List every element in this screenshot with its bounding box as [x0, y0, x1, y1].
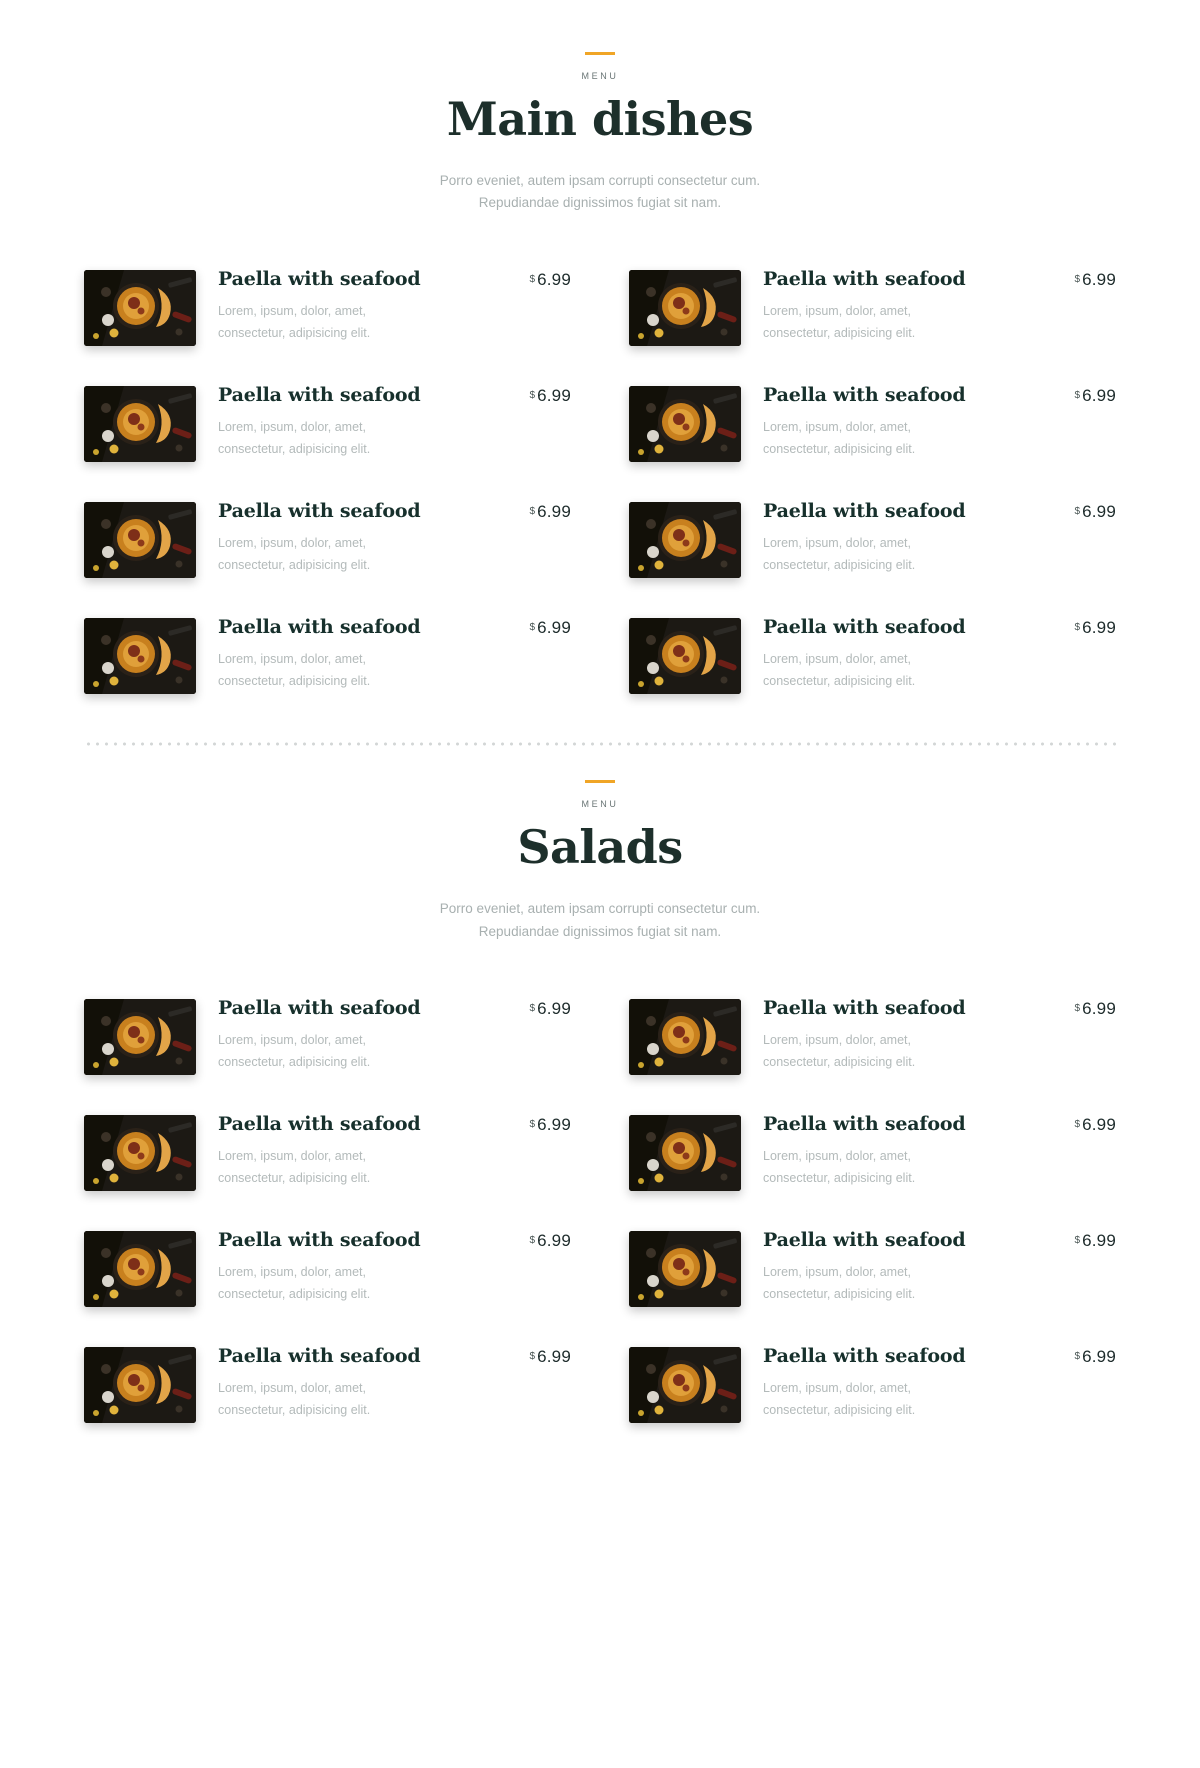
menu-item-price — [530, 266, 571, 290]
menu-item-description-line-1: Lorem, ipsum, dolor, amet, — [218, 652, 366, 667]
menu-item-description-line-1: Lorem, ipsum, dolor, amet, — [218, 420, 366, 435]
menu-item-description-line-2: consectetur, adipisicing elit. — [218, 674, 371, 689]
menu-item-description — [218, 1378, 393, 1422]
menu-item-price — [1075, 1227, 1116, 1251]
menu-item-description — [763, 1146, 938, 1190]
menu-item-description-line-2: consectetur, adipisicing elit. — [218, 1170, 371, 1185]
menu-item-description — [218, 1030, 393, 1074]
menu-item-description-line-1: Lorem, ipsum, dolor, amet, — [218, 1380, 366, 1395]
currency-symbol: $ — [1074, 274, 1081, 286]
menu-item-description-line-1: Lorem, ipsum, dolor, amet, — [218, 1032, 366, 1047]
menu-item-title: Paella with seafood — [763, 996, 966, 1019]
menu-grid-salads — [70, 977, 1130, 1441]
menu-item-description-line-2: consectetur, adipisicing elit. — [763, 1286, 916, 1301]
menu-item-price — [1075, 1343, 1116, 1367]
menu-item-title: Paella with seafood — [763, 1344, 966, 1367]
menu-item-price — [530, 614, 571, 638]
menu-item-body — [763, 1227, 1067, 1306]
menu-item[interactable] — [84, 596, 571, 712]
price-amount: 6.99 — [537, 1114, 571, 1134]
menu-item-description-line-1: Lorem, ipsum, dolor, amet, — [218, 1264, 366, 1279]
menu-item-description — [218, 533, 393, 577]
menu-item-price — [530, 1111, 571, 1135]
section-kicker: MENU — [581, 799, 619, 810]
accent-rule — [585, 52, 615, 55]
menu-item[interactable] — [629, 1093, 1116, 1209]
paella-dish-photo-icon — [629, 1115, 741, 1191]
section-subtitle — [370, 170, 830, 215]
price-amount: 6.99 — [1082, 386, 1116, 406]
price-amount: 6.99 — [1082, 270, 1116, 290]
menu-item-price — [530, 1343, 571, 1367]
menu-item-description-line-2: consectetur, adipisicing elit. — [218, 558, 371, 573]
menu-item-title: Paella with seafood — [763, 384, 966, 407]
menu-item[interactable] — [84, 1093, 571, 1209]
menu-item-description-line-2: consectetur, adipisicing elit. — [763, 442, 916, 457]
menu-item-title: Paella with seafood — [218, 1112, 421, 1135]
paella-dish-photo-icon — [629, 999, 741, 1075]
menu-item-description-line-2: consectetur, adipisicing elit. — [218, 1402, 371, 1417]
menu-item-description — [218, 301, 393, 345]
menu-item[interactable] — [84, 1209, 571, 1325]
menu-item-description-line-1: Lorem, ipsum, dolor, amet, — [218, 1148, 366, 1163]
currency-symbol: $ — [1074, 390, 1081, 402]
paella-dish-photo-icon — [84, 502, 196, 578]
menu-item-title: Paella with seafood — [763, 268, 966, 291]
menu-item-description — [218, 417, 393, 461]
currency-symbol: $ — [529, 274, 536, 286]
menu-item-description-line-1: Lorem, ipsum, dolor, amet, — [763, 304, 911, 319]
section-subtitle — [370, 898, 830, 943]
menu-item-description-line-1: Lorem, ipsum, dolor, amet, — [218, 536, 366, 551]
menu-item[interactable] — [84, 1325, 571, 1441]
menu-item-title: Paella with seafood — [218, 1344, 421, 1367]
menu-item-title: Paella with seafood — [763, 1228, 966, 1251]
paella-dish-photo-icon — [629, 618, 741, 694]
menu-grid-main-dishes — [70, 248, 1130, 712]
menu-item[interactable] — [84, 480, 571, 596]
paella-dish-photo-icon — [84, 1115, 196, 1191]
menu-item-description-line-2: consectetur, adipisicing elit. — [763, 326, 916, 341]
menu-item-description-line-2: consectetur, adipisicing elit. — [218, 442, 371, 457]
menu-item-description-line-2: consectetur, adipisicing elit. — [763, 1170, 916, 1185]
paella-dish-photo-icon — [629, 386, 741, 462]
menu-item-title: Paella with seafood — [218, 996, 421, 1019]
menu-item-price — [1075, 995, 1116, 1019]
price-amount: 6.99 — [1082, 998, 1116, 1018]
section-subtitle-line-2: Repudiandae dignissimos fugiat sit nam. — [478, 923, 722, 939]
currency-symbol: $ — [529, 390, 536, 402]
menu-item[interactable] — [629, 596, 1116, 712]
menu-item-price — [1075, 614, 1116, 638]
menu-item-title: Paella with seafood — [763, 616, 966, 639]
menu-item-description-line-1: Lorem, ipsum, dolor, amet, — [763, 1380, 911, 1395]
section-title: Main dishes — [446, 92, 754, 146]
menu-item-description — [218, 649, 393, 693]
paella-dish-photo-icon — [629, 502, 741, 578]
paella-dish-photo-icon — [629, 1231, 741, 1307]
menu-item-description — [763, 301, 938, 345]
currency-symbol: $ — [529, 506, 536, 518]
currency-symbol: $ — [1074, 1234, 1081, 1246]
section-header — [70, 780, 1130, 942]
menu-item-description — [763, 1378, 938, 1422]
price-amount: 6.99 — [1082, 1230, 1116, 1250]
menu-item-description-line-2: consectetur, adipisicing elit. — [218, 1286, 371, 1301]
menu-item-description — [218, 1146, 393, 1190]
price-amount: 6.99 — [1082, 1346, 1116, 1366]
menu-item-price — [1075, 266, 1116, 290]
menu-item-description-line-1: Lorem, ipsum, dolor, amet, — [763, 652, 911, 667]
menu-item[interactable] — [629, 977, 1116, 1093]
menu-item-description — [763, 1030, 938, 1074]
currency-symbol: $ — [1074, 506, 1081, 518]
menu-item-body — [763, 995, 1067, 1074]
menu-item[interactable] — [629, 1209, 1116, 1325]
menu-item-description — [763, 649, 938, 693]
paella-dish-photo-icon — [84, 1231, 196, 1307]
menu-item-description-line-1: Lorem, ipsum, dolor, amet, — [763, 1264, 911, 1279]
section-subtitle-line-1: Porro eveniet, autem ipsam corrupti consectetur cum. — [439, 901, 761, 917]
price-amount: 6.99 — [1082, 1114, 1116, 1134]
menu-item-title: Paella with seafood — [218, 500, 421, 523]
section-kicker: MENU — [581, 71, 619, 81]
currency-symbol: $ — [1074, 1002, 1081, 1014]
menu-item[interactable] — [629, 248, 1116, 364]
price-amount: 6.99 — [1082, 618, 1116, 638]
currency-symbol: $ — [529, 1350, 536, 1362]
price-amount: 6.99 — [537, 502, 571, 522]
menu-item-title: Paella with seafood — [763, 500, 966, 523]
menu-item-price — [530, 382, 571, 406]
section-title: Salads — [517, 820, 683, 875]
menu-item-description — [218, 1262, 393, 1306]
paella-dish-photo-icon — [629, 1347, 741, 1423]
section-header — [70, 52, 1130, 214]
menu-item-description — [763, 417, 938, 461]
menu-item-title: Paella with seafood — [218, 268, 421, 291]
menu-item-description — [763, 533, 938, 577]
paella-dish-photo-icon — [84, 618, 196, 694]
paella-dish-photo-icon — [84, 270, 196, 346]
menu-item[interactable] — [84, 248, 571, 364]
currency-symbol: $ — [529, 1002, 536, 1014]
menu-item-body — [763, 1111, 1067, 1190]
menu-item-body — [763, 614, 1067, 693]
menu-item-body — [218, 382, 522, 461]
menu-item-price — [530, 1227, 571, 1251]
menu-item-title: Paella with seafood — [218, 616, 421, 639]
price-amount: 6.99 — [537, 386, 571, 406]
menu-item-description — [763, 1262, 938, 1306]
accent-rule — [585, 780, 615, 783]
menu-item-description-line-2: consectetur, adipisicing elit. — [218, 1054, 371, 1069]
menu-item-description-line-1: Lorem, ipsum, dolor, amet, — [218, 304, 366, 319]
menu-item-price — [1075, 382, 1116, 406]
menu-item[interactable] — [629, 480, 1116, 596]
menu-item-description-line-2: consectetur, adipisicing elit. — [763, 558, 916, 573]
menu-item-title: Paella with seafood — [218, 1228, 421, 1251]
menu-item-description-line-2: consectetur, adipisicing elit. — [218, 326, 371, 341]
menu-item[interactable] — [629, 1325, 1116, 1441]
menu-item-body — [218, 266, 522, 345]
section-subtitle-line-1: Porro eveniet, autem ipsam corrupti consectetur cum. — [439, 172, 761, 188]
price-amount: 6.99 — [537, 270, 571, 290]
menu-item[interactable] — [629, 364, 1116, 480]
currency-symbol: $ — [529, 1234, 536, 1246]
currency-symbol: $ — [1074, 1118, 1081, 1130]
menu-item-title: Paella with seafood — [763, 1112, 966, 1135]
paella-dish-photo-icon — [629, 270, 741, 346]
menu-item-body — [763, 498, 1067, 577]
paella-dish-photo-icon — [84, 1347, 196, 1423]
paella-dish-photo-icon — [84, 386, 196, 462]
price-amount: 6.99 — [537, 998, 571, 1018]
menu-item-body — [763, 1343, 1067, 1422]
menu-item-body — [218, 1111, 522, 1190]
menu-item-body — [218, 995, 522, 1074]
menu-item-body — [218, 1227, 522, 1306]
currency-symbol: $ — [529, 622, 536, 634]
menu-item-description-line-1: Lorem, ipsum, dolor, amet, — [763, 420, 911, 435]
price-amount: 6.99 — [537, 618, 571, 638]
menu-item-description-line-2: consectetur, adipisicing elit. — [763, 1402, 916, 1417]
menu-section-main-dishes — [70, 52, 1130, 712]
menu-item-description-line-2: consectetur, adipisicing elit. — [763, 674, 916, 689]
currency-symbol: $ — [529, 1118, 536, 1130]
menu-item-description-line-1: Lorem, ipsum, dolor, amet, — [763, 1032, 911, 1047]
price-amount: 6.99 — [1082, 502, 1116, 522]
menu-item-body — [763, 382, 1067, 461]
menu-item-title: Paella with seafood — [218, 384, 421, 407]
menu-page — [70, 0, 1130, 1441]
menu-item-body — [218, 1343, 522, 1422]
menu-item[interactable] — [84, 364, 571, 480]
menu-item-description-line-2: consectetur, adipisicing elit. — [763, 1054, 916, 1069]
section-subtitle-line-2: Repudiandae dignissimos fugiat sit nam. — [478, 195, 722, 211]
menu-item-body — [218, 614, 522, 693]
menu-item-price — [1075, 1111, 1116, 1135]
menu-item-price — [530, 498, 571, 522]
section-divider — [84, 742, 1116, 746]
menu-item[interactable] — [84, 977, 571, 1093]
price-amount: 6.99 — [537, 1346, 571, 1366]
menu-item-body — [763, 266, 1067, 345]
menu-item-body — [218, 498, 522, 577]
currency-symbol: $ — [1074, 1350, 1081, 1362]
paella-dish-photo-icon — [84, 999, 196, 1075]
menu-item-description-line-1: Lorem, ipsum, dolor, amet, — [763, 536, 911, 551]
currency-symbol: $ — [1074, 622, 1081, 634]
menu-section-salads — [70, 780, 1130, 1440]
menu-item-price — [530, 995, 571, 1019]
menu-item-price — [1075, 498, 1116, 522]
menu-item-description-line-1: Lorem, ipsum, dolor, amet, — [763, 1148, 911, 1163]
price-amount: 6.99 — [537, 1230, 571, 1250]
